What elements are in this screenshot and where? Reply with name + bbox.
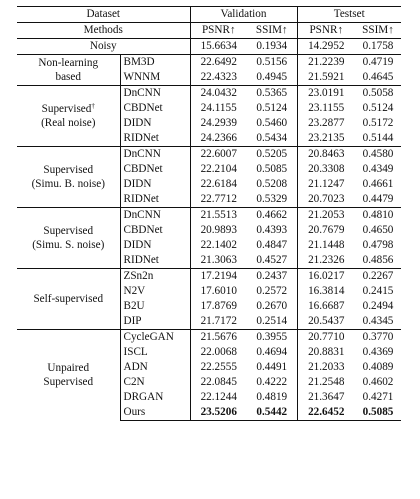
validation-psnr: 22.0068: [200, 345, 237, 358]
group-label: [17, 86, 120, 147]
testset-ssim: 0.4645: [362, 70, 394, 83]
results-table: [17, 6, 401, 421]
validation-ssim: 0.5434: [247, 131, 297, 147]
testset-ssim: 0.4650: [362, 223, 394, 236]
group-label: [17, 147, 120, 208]
noisy-row: [17, 39, 401, 55]
testset-psnr: 21.1247: [308, 177, 345, 190]
group-name: Supervised: [43, 164, 94, 176]
validation-ssim: 0.5205: [247, 147, 297, 163]
methods-header: Methods: [17, 23, 190, 39]
validation-ssim: 0.5208: [247, 177, 297, 192]
testset-ssim: 0.4089: [362, 360, 394, 373]
validation-ssim: 0.4694: [247, 345, 297, 360]
group-name: Supervised: [43, 225, 94, 237]
method-name: DIDN: [120, 238, 190, 253]
method-name: DnCNN: [120, 147, 190, 163]
testset-ssim: 0.4479: [362, 192, 394, 205]
testset-psnr-header: PSNR↑: [297, 23, 355, 39]
header-row-metrics: [17, 23, 401, 39]
method-name: RIDNet: [120, 253, 190, 269]
validation-psnr: 24.2939: [200, 116, 237, 129]
method-name: DnCNN: [120, 86, 190, 102]
testset-ssim: 0.4345: [362, 314, 394, 327]
group-name: Non-learning based: [38, 57, 99, 83]
testset-ssim: 0.3770: [355, 330, 401, 346]
testset-ssim: 0.4661: [362, 177, 394, 190]
validation-psnr: 22.4323: [200, 70, 237, 83]
validation-psnr: 17.6010: [200, 284, 237, 297]
method-name: CycleGAN: [120, 330, 190, 346]
validation-psnr: 21.7172: [200, 314, 237, 327]
noisy-validation-ssim: 0.1934: [247, 39, 297, 55]
testset-psnr: 16.3814: [308, 284, 345, 297]
validation-psnr: 20.9893: [200, 223, 237, 236]
validation-psnr: 21.3063: [200, 253, 237, 266]
testset-ssim: 0.4349: [362, 162, 394, 175]
group-name-line2: (Simu. B. noise): [31, 178, 105, 190]
testset-psnr: 21.2326: [308, 253, 345, 266]
method-name: DRGAN: [120, 390, 190, 405]
validation-ssim: 0.5365: [247, 86, 297, 102]
validation-ssim: 0.4393: [247, 223, 297, 238]
validation-ssim: 0.4662: [247, 208, 297, 224]
validation-ssim: 0.5124: [247, 101, 297, 116]
validation-psnr: 22.7712: [200, 192, 237, 205]
validation-psnr: 22.1402: [200, 238, 237, 251]
validation-ssim: 0.2572: [247, 284, 297, 299]
table-row: [17, 86, 401, 102]
method-name: BM3D: [120, 55, 190, 71]
testset-psnr: 23.2877: [308, 116, 345, 129]
testset-ssim: 0.4369: [362, 345, 394, 358]
validation-ssim-header: SSIM↑: [247, 23, 297, 39]
noisy-validation-psnr: 15.6634: [190, 39, 247, 55]
testset-ssim: 0.5085: [355, 405, 401, 421]
validation-psnr: 22.6007: [190, 147, 247, 163]
validation-psnr: 17.2194: [190, 269, 247, 285]
validation-ssim: 0.2437: [247, 269, 297, 285]
testset-ssim: 0.4580: [355, 147, 401, 163]
testset-psnr: 20.7710: [297, 330, 355, 346]
validation-ssim: 0.5442: [247, 405, 297, 421]
table-row: [17, 208, 401, 224]
testset-psnr: 20.7679: [308, 223, 345, 236]
testset-psnr: 21.3647: [308, 390, 345, 403]
method-name: DIP: [120, 314, 190, 330]
validation-ssim: 0.2514: [247, 314, 297, 330]
group-label: [17, 208, 120, 269]
testset-ssim: 0.5124: [362, 101, 394, 114]
testset-psnr: 23.1155: [308, 101, 345, 114]
noisy-label: Noisy: [17, 39, 190, 55]
validation-ssim: 0.4222: [247, 375, 297, 390]
validation-header: Validation: [190, 7, 297, 23]
dataset-header: Dataset: [17, 7, 190, 23]
testset-psnr: 20.3308: [308, 162, 345, 175]
testset-ssim: 0.2267: [355, 269, 401, 285]
method-name: DIDN: [120, 177, 190, 192]
validation-psnr: 21.5676: [190, 330, 247, 346]
validation-psnr: 23.5206: [190, 405, 247, 421]
validation-psnr: 22.2104: [200, 162, 237, 175]
validation-psnr: 22.6492: [190, 55, 247, 71]
testset-psnr: 16.0217: [297, 269, 355, 285]
testset-ssim: 0.2415: [362, 284, 394, 297]
validation-ssim: 0.4945: [247, 70, 297, 86]
method-name: RIDNet: [120, 131, 190, 147]
validation-psnr: 22.2555: [200, 360, 237, 373]
group-label: [17, 55, 120, 86]
testset-psnr: 21.2239: [297, 55, 355, 71]
validation-ssim: 0.5085: [247, 162, 297, 177]
method-name: ISCL: [120, 345, 190, 360]
method-name: CBDNet: [120, 223, 190, 238]
validation-ssim: 0.2670: [247, 299, 297, 314]
group-name: Supervised: [41, 103, 92, 115]
validation-ssim: 0.3955: [247, 330, 297, 346]
testset-psnr: 21.1448: [308, 238, 345, 251]
method-name: ADN: [120, 360, 190, 375]
method-name: DnCNN: [120, 208, 190, 224]
group-name-line2: (Simu. S. noise): [32, 239, 105, 251]
testset-header: Testset: [297, 7, 401, 23]
testset-ssim: 0.2494: [362, 299, 394, 312]
testset-ssim: 0.5144: [362, 131, 394, 144]
header-row-dataset: [17, 7, 401, 23]
validation-psnr: 22.0845: [200, 375, 237, 388]
testset-psnr: 23.2135: [308, 131, 345, 144]
validation-ssim: 0.5156: [247, 55, 297, 71]
table-row: [17, 330, 401, 346]
validation-psnr: 24.2366: [200, 131, 237, 144]
testset-ssim: 0.4719: [355, 55, 401, 71]
validation-psnr: 24.1155: [200, 101, 237, 114]
method-name: WNNM: [120, 70, 190, 86]
validation-ssim: 0.4847: [247, 238, 297, 253]
testset-ssim: 0.5058: [355, 86, 401, 102]
testset-psnr: 23.0191: [297, 86, 355, 102]
group-name: Self-supervised: [33, 293, 104, 305]
testset-ssim: 0.4856: [362, 253, 394, 266]
testset-psnr: 20.7023: [308, 192, 345, 205]
results-table-body: [17, 7, 401, 421]
group-name-line2: (Real noise): [41, 117, 96, 129]
testset-psnr: 20.8463: [297, 147, 355, 163]
testset-psnr: 22.6452: [297, 405, 355, 421]
table-row: [17, 147, 401, 163]
testset-ssim-header: SSIM↑: [355, 23, 401, 39]
validation-ssim: 0.5460: [247, 116, 297, 131]
testset-psnr: 21.2053: [297, 208, 355, 224]
testset-ssim: 0.4271: [362, 390, 394, 403]
testset-psnr: 21.2548: [308, 375, 345, 388]
validation-ssim: 0.5329: [247, 192, 297, 208]
validation-psnr: 24.0432: [190, 86, 247, 102]
method-name: N2V: [120, 284, 190, 299]
validation-ssim: 0.4491: [247, 360, 297, 375]
validation-psnr: 22.6184: [200, 177, 237, 190]
table-row: [17, 269, 401, 285]
noisy-testset-ssim: 0.1758: [355, 39, 401, 55]
noisy-testset-psnr: 14.2952: [297, 39, 355, 55]
testset-ssim: 0.5172: [362, 116, 394, 129]
validation-psnr: 21.5513: [190, 208, 247, 224]
testset-ssim: 0.4602: [362, 375, 394, 388]
validation-psnr: 17.8769: [200, 299, 237, 312]
testset-psnr: 21.5921: [308, 70, 345, 83]
validation-psnr: 22.1244: [200, 390, 237, 403]
method-name: CBDNet: [120, 101, 190, 116]
testset-ssim: 0.4798: [362, 238, 394, 251]
method-name: CBDNet: [120, 162, 190, 177]
method-name: C2N: [120, 375, 190, 390]
method-name: DIDN: [120, 116, 190, 131]
method-name: B2U: [120, 299, 190, 314]
testset-psnr: 21.2033: [308, 360, 345, 373]
validation-psnr-header: PSNR↑: [190, 23, 247, 39]
group-name-line2: Supervised: [43, 376, 94, 389]
validation-ssim: 0.4819: [247, 390, 297, 405]
validation-ssim: 0.4527: [247, 253, 297, 269]
group-label: [17, 330, 120, 421]
group-name-superscript: †: [91, 102, 95, 110]
method-name: RIDNet: [120, 192, 190, 208]
testset-ssim: 0.4810: [355, 208, 401, 224]
testset-psnr: 20.5437: [308, 314, 345, 327]
testset-psnr: 20.8831: [308, 345, 345, 358]
group-name: Unpaired: [47, 362, 90, 375]
group-label: [17, 269, 120, 330]
table-row: [17, 55, 401, 71]
testset-psnr: 16.6687: [308, 299, 345, 312]
method-name: ZSn2n: [120, 269, 190, 285]
method-name: Ours: [120, 405, 190, 421]
